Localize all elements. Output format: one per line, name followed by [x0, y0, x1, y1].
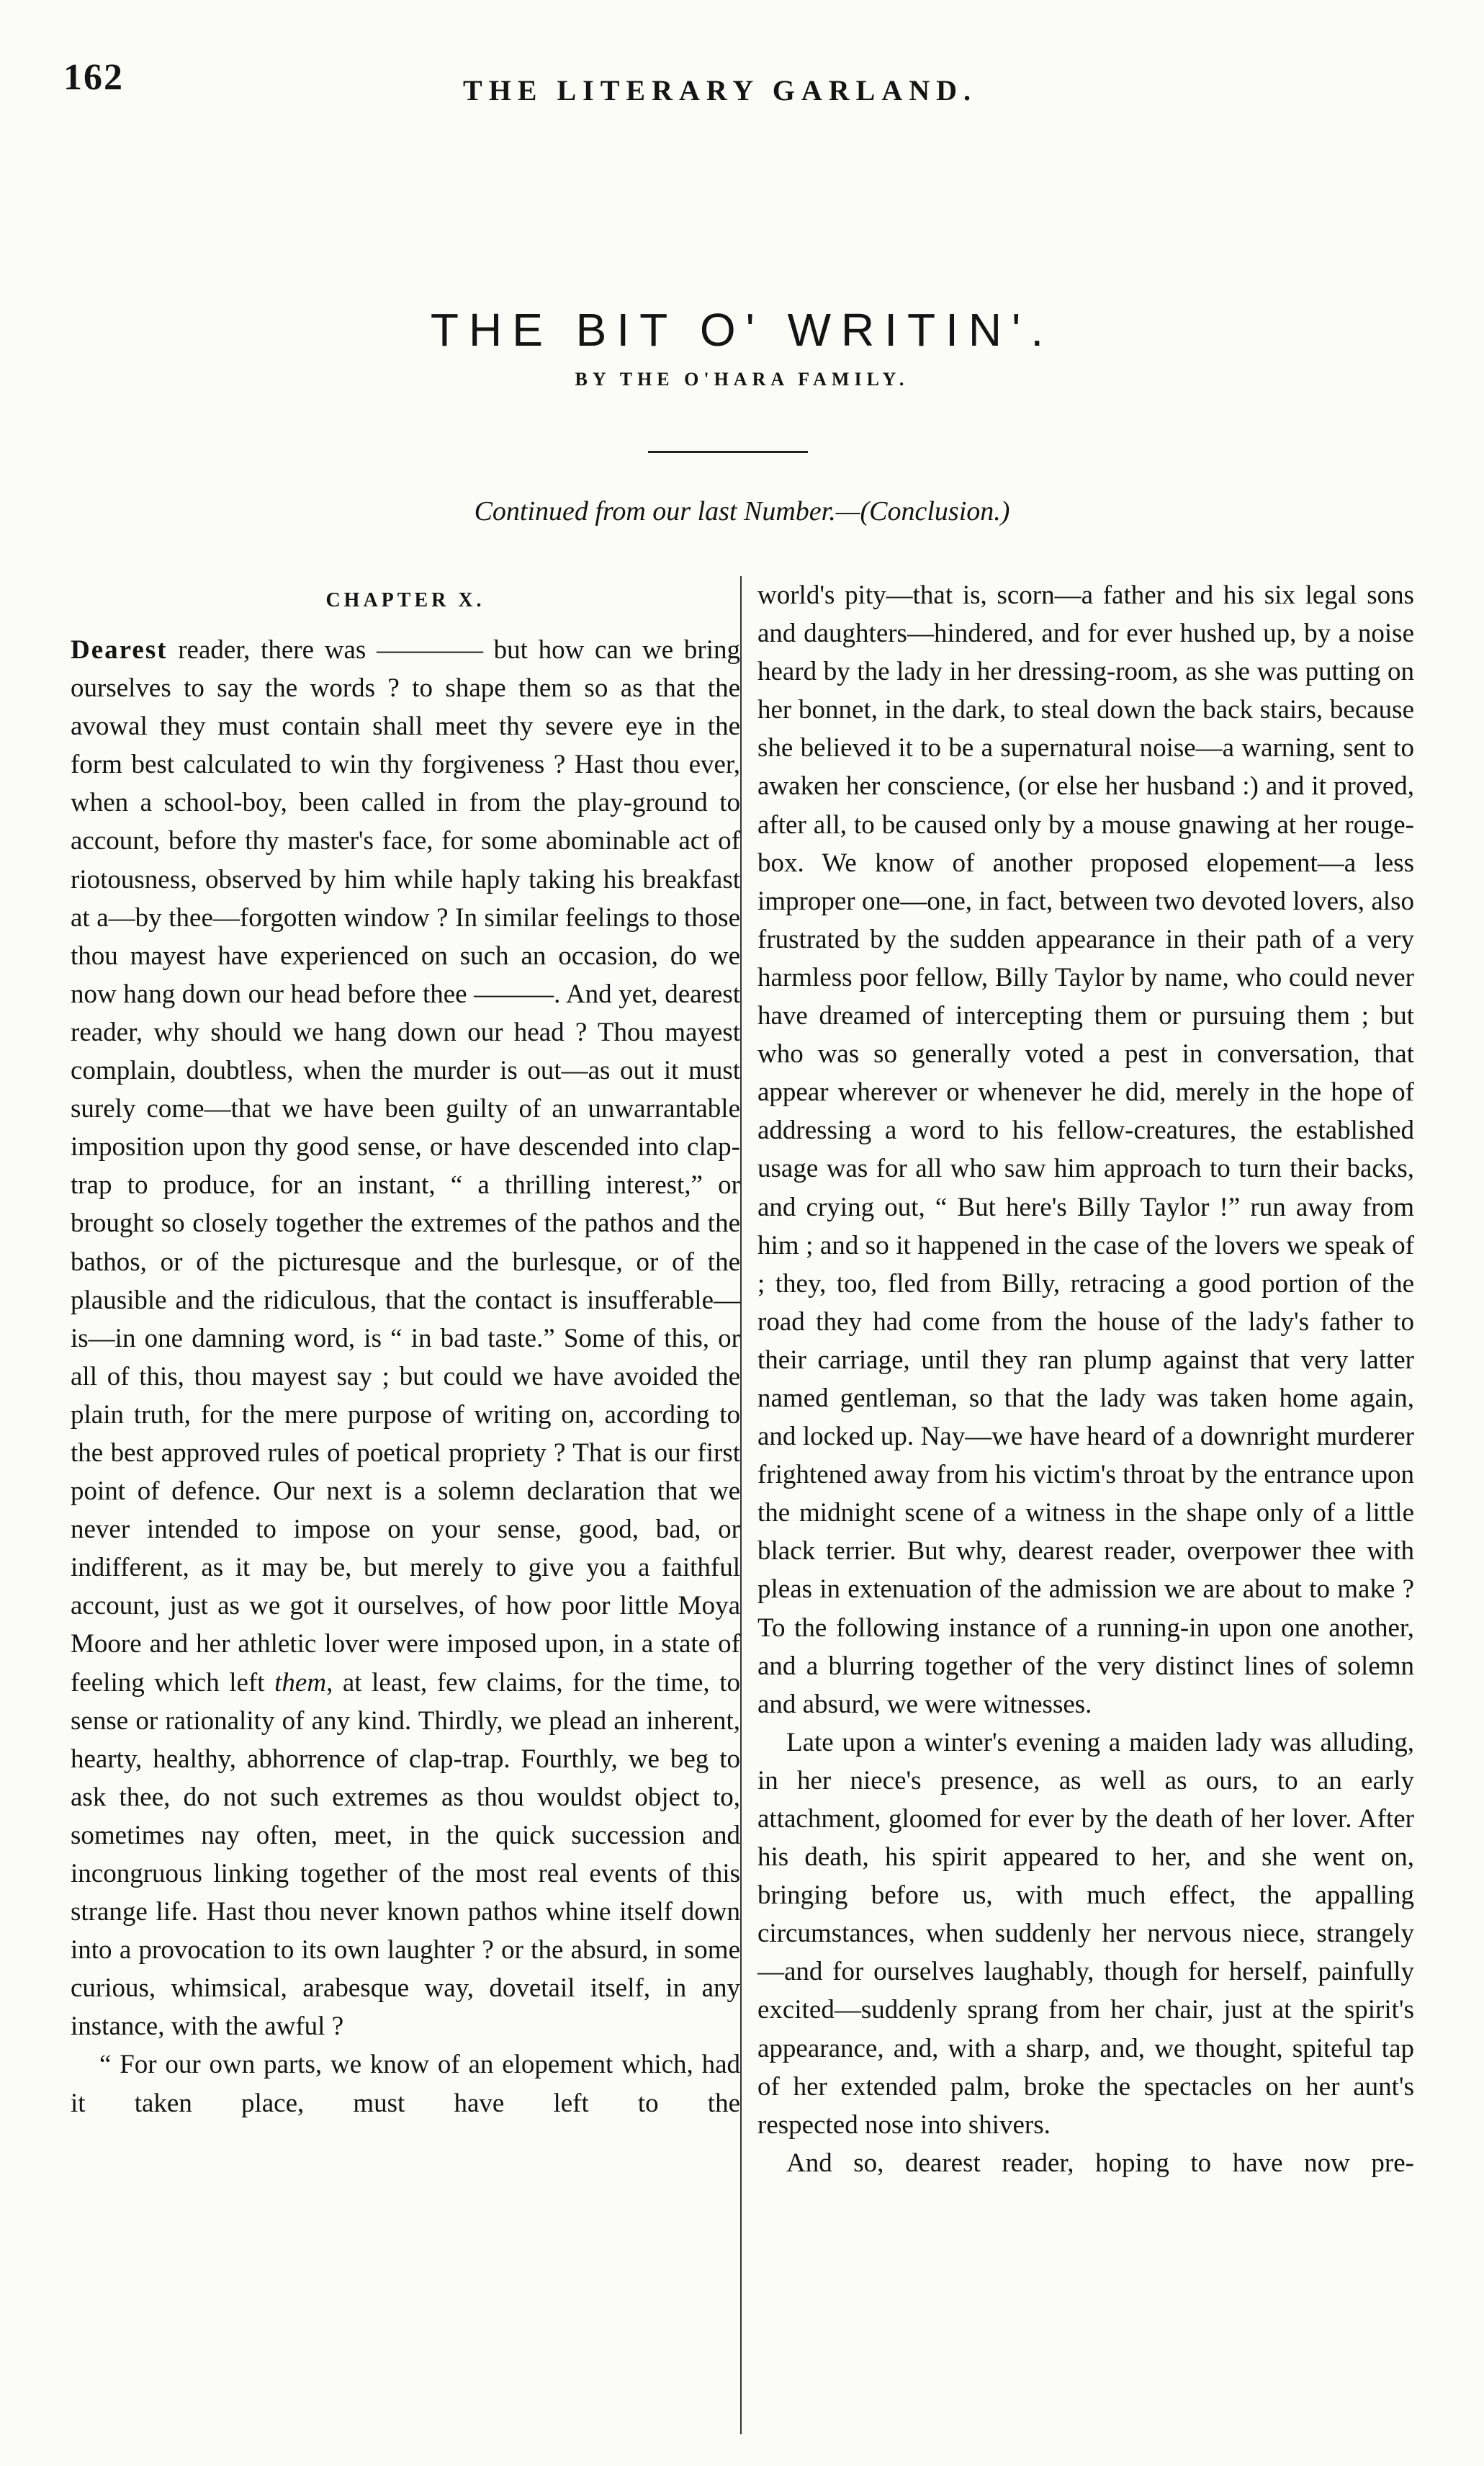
- left-paragraph-1-end: , at least, few claims, for the time, to sense or rationality of any kind. Thirdly, we plead an inherent, hearty, healthy, abhorrence of clap-trap. Fourthly, we beg to ask thee, do not such extremes as thou wouldst object to, sometimes nay often, meet, in the quick succession and incongruous linking together of the most real events of this strange life. Hast thou never known pathos whine itself down into a provocation to its own laughter ? or the absurd, in some curious, whimsical, arabesque way, dovetail itself, in any instance, with the awful ?: [71, 1667, 740, 2042]
- left-paragraph-1-text: reader, there was ———— but how can we bring ourselves to say the words ? to shape them so as that the avowal they must contain shall meet thy severe eye in the form best calculated to win thy forgiveness ? Hast thou ever, when a school-boy, been called in from the play-ground to account, before thy master's face, for some abominable act of riotousness, observed by him while haply taking his breakfast at a—by thee—forgotten window ? In similar feelings to those thou mayest have experienced on such an occasion, do we now hang down our head before thee ———. And yet, dearest reader, why should we hang down our head ? Thou mayest complain, doubtless, when the murder is out—as out it must surely come—that we have been guilty of an unwarrantable imposition upon thy good sense, or have descended into clap-trap to produce, for an instant, “ a thrilling interest,” or brought so closely together the extremes of the pathos and the bathos, or of the picturesque and the burlesque, or of the plausible and the ridiculous, that the contact is insufferable—is—in one damning word, is “ in bad taste.” Some of this, or all of this, thou mayest say ; but could we have avoided the plain truth, for the mere purpose of writing on, according to the best approved rules of poetical propriety ? That is our first point of defence. Our next is a solemn declaration that we never intended to impose on your sense, good, bad, or indifferent, as it may be, but merely to give you a faithful account, just as we got it ourselves, of how poor little Moya Moore and her athletic lover were imposed upon, in a state of feeling which left: [71, 635, 740, 1698]
- chapter-heading: CHAPTER X.: [325, 589, 485, 611]
- left-paragraph-2: “ For our own parts, we know of an elopement which, had it taken place, must have left to the: [71, 2050, 740, 2118]
- article-byline: BY THE O'HARA FAMILY.: [575, 369, 909, 390]
- left-paragraph-1: [71, 631, 740, 2045]
- article-title: THE BIT O' WRITIN'.: [430, 303, 1054, 356]
- column-divider: [740, 576, 742, 2434]
- paragraph-opening-word: Dearest: [71, 635, 168, 665]
- running-title: THE LITERARY GARLAND.: [463, 74, 977, 107]
- right-paragraph-3: And so, dearest reader, hoping to have now pre-: [786, 2148, 1414, 2178]
- title-rule: [648, 451, 808, 453]
- page-number: 162: [63, 57, 124, 98]
- continued-note: Continued from our last Number.—(Conclusion.): [474, 496, 1010, 526]
- right-paragraph-2: Late upon a winter's evening a maiden lady was alluding, in her niece's presence, as well as ours, to an early attachment, gloomed for ever by the death of her lover. After his death, his spirit appeared to her, and she went on, bringing before us, with much effect, the appalling circumstances, when suddenly her nervous niece, strangely—and for ourselves laughably, though for herself, painfully excited—suddenly sprang from her chair, just at the spirit's appearance, and, with a sharp, and, we thought, spiteful tap of her extended palm, broke the spectacles on her aunt's respected nose into shivers.: [757, 1727, 1414, 2140]
- right-column: [757, 576, 1414, 2182]
- right-paragraph-1: world's pity—that is, scorn—a father and his six legal sons and daughters—hindered, and for ever hushed up, by a noise heard by the lady in her dressing-room, as she was putting on her bonnet, in the dark, to steal down the back stairs, because she believed it to be a supernatural noise—a warning, sent to awaken her conscience, (or else her husband :) and it proved, after all, to be caused only by a mouse gnawing at her rouge-box. We know of another proposed elopement—a less improper one—one, in fact, between two devoted lovers, also frustrated by the sudden appearance in their path of a very harmless poor fellow, Billy Taylor by name, who could never have dreamed of intercepting them or pursuing them ; but who was so generally voted a pest in conversation, that appear wherever or whenever he did, merely in the hope of addressing a word to his fellow-creatures, the established usage was for all who saw him approach to turn their backs, and crying out, “ But here's Billy Taylor !” run away from him ; and so it happened in the case of the lovers we speak of ; they, too, fled from Billy, retracing a good portion of the road they had come from the house of the lady's father to their carriage, until they ran plump against that very latter named gentleman, so that the lady was taken home again, and locked up. Nay—we have heard of a downright murderer frightened away from his victim's throat by the entrance upon the midnight scene of a witness in the shape only of a little black terrier. But why, dearest reader, overpower thee with pleas in extenuation of the admission we are about to make ? To the following instance of a running-in upon one another, and a blurring together of the very distinct lines of solemn and absurd, we were witnesses.: [757, 580, 1414, 1719]
- left-column: [71, 576, 740, 2122]
- italic-word: them: [274, 1667, 327, 1698]
